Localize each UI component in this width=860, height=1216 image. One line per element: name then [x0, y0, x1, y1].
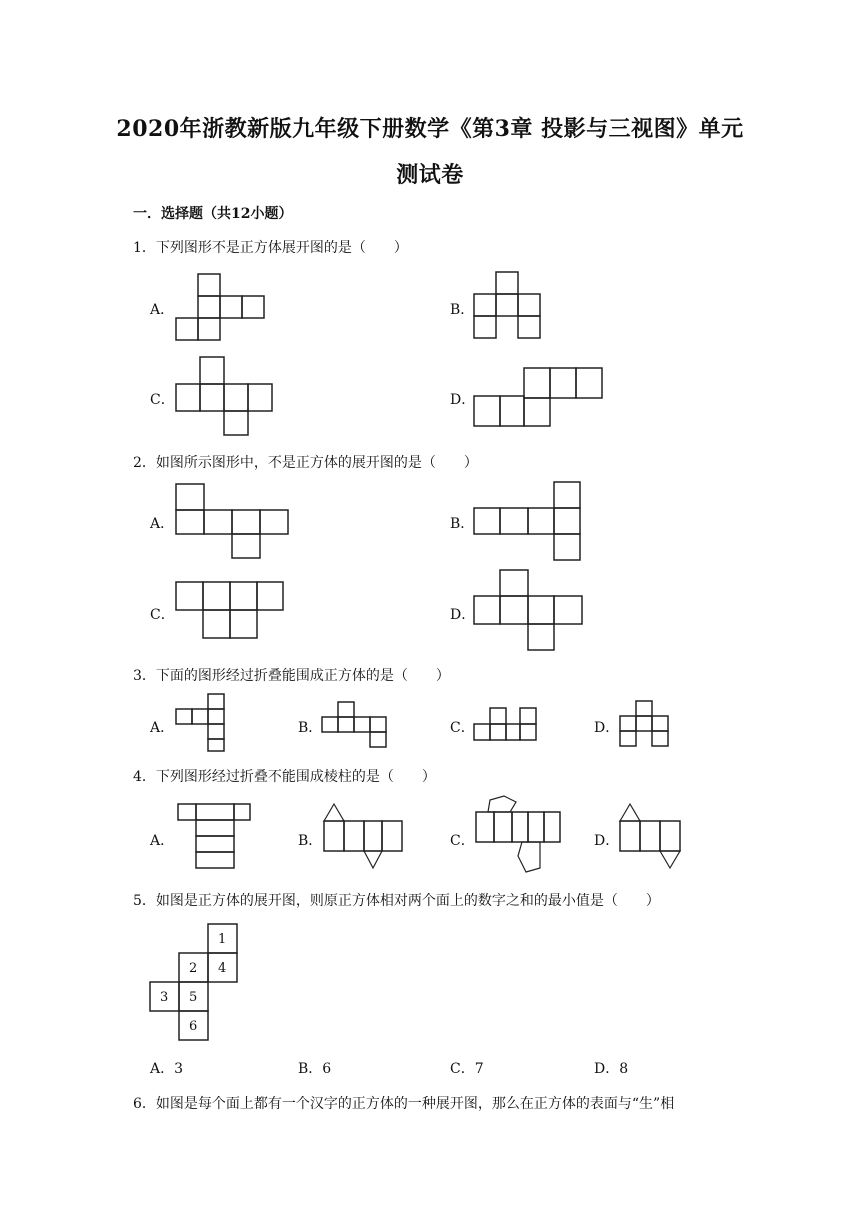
q5-net-number: 6: [189, 1019, 198, 1034]
q4-option-b-label: B．: [298, 833, 323, 849]
q2-option-d-label: D．: [450, 607, 476, 623]
q5-option-b: B．6: [298, 1061, 332, 1077]
q1-option-d-figure: [470, 364, 610, 430]
q1-option-c-label: C．: [150, 392, 175, 408]
q5-option-c: C．7: [450, 1061, 484, 1077]
question-6-text: 6．如图是每个面上都有一个汉字的正方体的一种展开图，那么在正方体的表面与“生”相: [133, 1096, 675, 1112]
q3-option-c-figure: [470, 704, 542, 744]
q2-option-a-label: A．: [150, 516, 175, 532]
q3-option-a-label: A．: [150, 720, 175, 736]
question-1-text: 1．下列图形不是正方体展开图的是（ ）: [133, 240, 408, 256]
q5-net-number: 4: [218, 961, 227, 976]
q1-option-c-figure: [170, 354, 280, 438]
q4-option-c-figure: [470, 792, 566, 878]
q2-option-c-figure: [170, 578, 288, 644]
q5-cube-net: [142, 920, 246, 1048]
q5-net-number: 3: [160, 990, 169, 1005]
q1-option-b-label: B．: [450, 302, 475, 318]
question-4-text: 4．下列图形经过折叠不能围成棱柱的是（ ）: [133, 769, 436, 785]
q4-option-a-figure: [172, 800, 256, 876]
q3-option-b-figure: [318, 698, 392, 752]
q4-option-d-label: D．: [594, 833, 620, 849]
page-title-line2: 测试卷: [396, 162, 464, 188]
q1-option-d-label: D．: [450, 392, 476, 408]
q3-option-b-label: B．: [298, 720, 323, 736]
q2-option-d-figure: [470, 566, 586, 654]
q3-option-a-figure: [172, 690, 230, 754]
q2-option-a-figure: [170, 480, 294, 562]
q2-option-b-figure: [470, 478, 586, 564]
q2-option-b-label: B．: [450, 516, 475, 532]
q1-option-a-label: A．: [150, 302, 175, 318]
q5-net-number: 1: [218, 932, 227, 947]
q3-option-d-label: D．: [594, 720, 620, 736]
q5-net-number: 2: [189, 961, 198, 976]
q2-option-c-label: C．: [150, 607, 175, 623]
q1-option-a-figure: [170, 270, 270, 342]
question-3-text: 3．下面的图形经过折叠能围成正方体的是（ ）: [133, 668, 450, 684]
q3-option-d-figure: [614, 698, 674, 752]
q5-option-d: D．8: [594, 1061, 629, 1077]
section-heading: 一．选择题（共12小题）: [133, 206, 293, 222]
q3-option-c-label: C．: [450, 720, 475, 736]
question-2-text: 2．如图所示图形中，不是正方体的展开图的是（ ）: [133, 455, 478, 471]
question-5-text: 5．如图是正方体的展开图，则原正方体相对两个面上的数字之和的最小值是（ ）: [133, 893, 660, 909]
q5-net-number: 5: [189, 990, 198, 1005]
q4-option-b-figure: [318, 800, 408, 874]
page-title-line1: 2020年浙教新版九年级下册数学《第3章 投影与三视图》单元: [116, 116, 744, 142]
q1-option-b-figure: [470, 270, 550, 342]
q5-option-a: A．3: [150, 1061, 184, 1077]
q4-option-a-label: A．: [150, 833, 175, 849]
q4-option-c-label: C．: [450, 833, 475, 849]
q4-option-d-figure: [614, 800, 686, 872]
